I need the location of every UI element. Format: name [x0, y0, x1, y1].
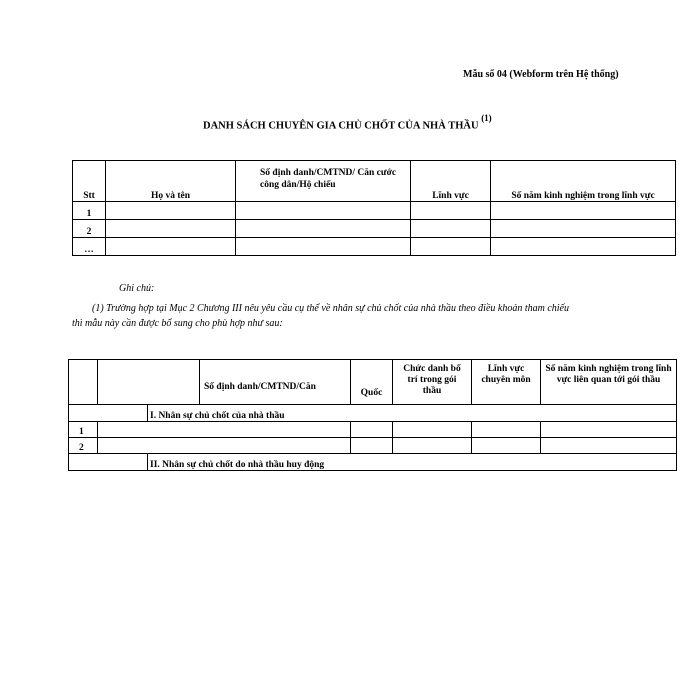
row-number: … [73, 238, 106, 256]
header-nationality-text: Quốc [360, 388, 383, 398]
header-position [393, 360, 472, 405]
key-experts-table [72, 160, 676, 256]
form-code: Mẫu số 04 (Webform trên Hệ thống) [463, 69, 619, 80]
table-cell[interactable] [106, 238, 236, 256]
table-cell[interactable] [351, 438, 393, 454]
header-name-empty [98, 360, 200, 405]
title-footnote-marker: (1) [481, 113, 492, 123]
table-cell[interactable] [472, 438, 541, 454]
header-nationality [351, 360, 393, 405]
table-header-row [69, 360, 677, 405]
section-spacer [69, 454, 148, 471]
document-title [203, 113, 492, 132]
header-id-text: Số định danh/CMTND/ Căn cước công dân/Hộ chiếu [260, 168, 397, 190]
header-specialty-text: Lĩnh vực chuyên môn [481, 364, 531, 385]
header-field: Lĩnh vực [411, 161, 491, 202]
note-line-2: thì mẫu này cần được bổ sung cho phù hợp như sau: [72, 318, 283, 329]
section-spacer [69, 405, 148, 422]
key-experts-extended-table [68, 359, 677, 471]
table-cell[interactable] [236, 202, 411, 220]
header-id-number [236, 161, 411, 202]
table-cell[interactable] [411, 238, 491, 256]
table-cell[interactable] [541, 422, 677, 438]
table-cell[interactable] [491, 202, 676, 220]
table-row [73, 202, 676, 220]
row-number: 1 [73, 202, 106, 220]
table-row [73, 220, 676, 238]
table-header-row [73, 161, 676, 202]
header-position-text: Chức danh bố trí trong gói thầu [403, 364, 461, 396]
notes-label: Ghi chú: [119, 283, 155, 294]
header-id-number [200, 360, 351, 405]
row-number: 2 [69, 438, 98, 454]
row-number: 2 [73, 220, 106, 238]
section-title: II. Nhân sự chủ chốt do nhà thầu huy động [148, 454, 677, 471]
table-cell[interactable] [98, 422, 351, 438]
header-experience [541, 360, 677, 405]
header-specialty [472, 360, 541, 405]
row-number: 1 [69, 422, 98, 438]
table-cell[interactable] [98, 438, 351, 454]
table-row [69, 422, 677, 438]
section-row [69, 454, 677, 471]
table-cell[interactable] [411, 202, 491, 220]
table-row [69, 438, 677, 454]
section-title: I. Nhân sự chủ chốt của nhà thầu [148, 405, 677, 422]
table-cell[interactable] [393, 422, 472, 438]
header-id-text: Số định danh/CMTND/Căn [204, 382, 316, 392]
table-cell[interactable] [236, 238, 411, 256]
table-cell[interactable] [491, 238, 676, 256]
table-row [73, 238, 676, 256]
table-cell[interactable] [472, 422, 541, 438]
note-line-1: (1) Trường hợp tại Mục 2 Chương III nêu yêu cầu cụ thể về nhân sự chủ chốt của nhà thầu theo điều khoản tham chiếu [92, 303, 569, 314]
header-stt-empty [69, 360, 98, 405]
header-name: Họ và tên [106, 161, 236, 202]
header-stt: Stt [73, 161, 106, 202]
table-cell[interactable] [491, 220, 676, 238]
header-experience-text: Số năm kinh nghiệm trong lĩnh vực liên quan tới gói thầu [545, 364, 672, 385]
table-cell[interactable] [236, 220, 411, 238]
table-cell[interactable] [106, 220, 236, 238]
header-years: Số năm kinh nghiệm trong lĩnh vực [491, 161, 676, 202]
section-row [69, 405, 677, 422]
document-title-text: DANH SÁCH CHUYÊN GIA CHỦ CHỐT CỦA NHÀ THẦU [203, 120, 479, 132]
table-cell[interactable] [351, 422, 393, 438]
table-cell[interactable] [393, 438, 472, 454]
table-cell[interactable] [541, 438, 677, 454]
table-cell[interactable] [411, 220, 491, 238]
table-cell[interactable] [106, 202, 236, 220]
